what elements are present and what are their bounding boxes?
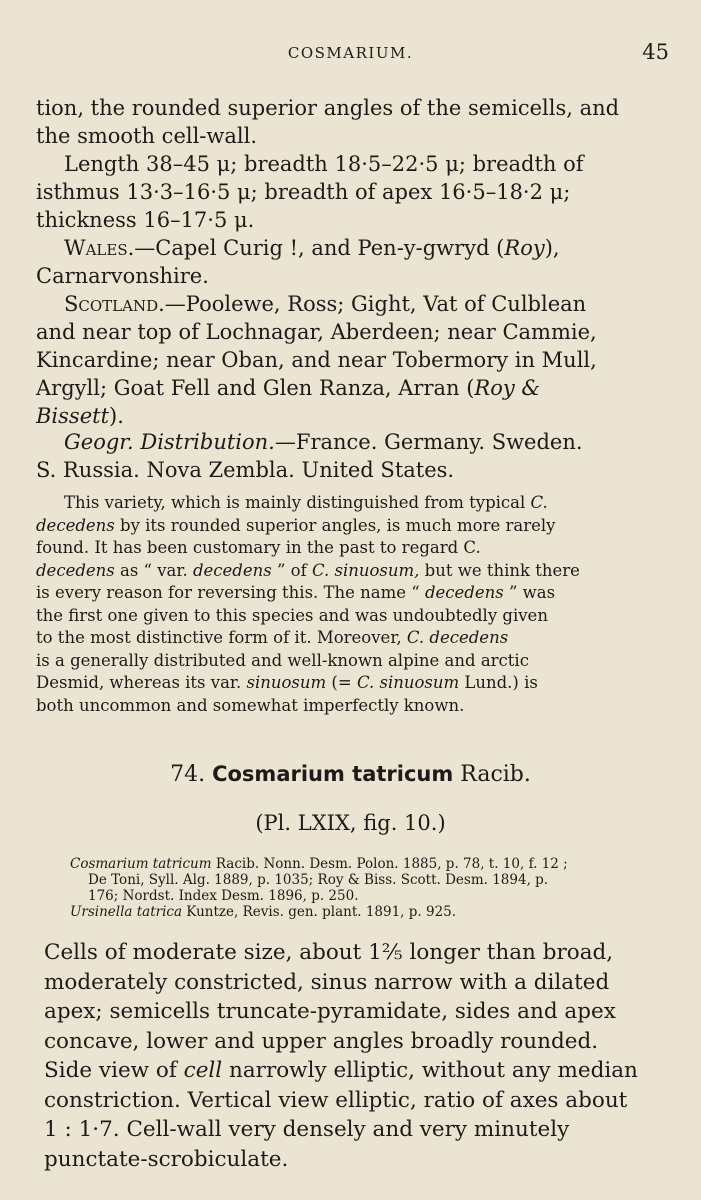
text-span: This variety, which is mainly distinguished from typical <box>64 493 531 512</box>
text-line <box>36 290 671 318</box>
text-span: Kuntze, Revis. gen. plant. 1891, p. 925. <box>182 904 457 920</box>
text-line <box>70 904 680 920</box>
running-header: COSMARIUM. <box>287 44 414 62</box>
taxon-name: C. decedens <box>406 628 509 647</box>
text-line <box>36 627 671 650</box>
text-line: and near top of Lochnagar, Aberdeen; near Cammie, <box>36 320 597 344</box>
text-line <box>36 402 671 430</box>
text-line: Cells of moderate size, about 1⅖ longer than broad, <box>44 940 614 965</box>
taxon-name: C. sinuosum <box>356 673 460 692</box>
text-line: is a generally distributed and well-known alpine and arctic <box>36 650 529 670</box>
text-span: ” of <box>271 560 312 580</box>
text-line: the first one given to this species and was undoubtedly given <box>36 605 548 625</box>
text-span: narrowly elliptic, without any median <box>222 1058 638 1083</box>
text-span: is every reason for reversing this. The name “ <box>36 583 425 602</box>
text-line <box>36 492 671 515</box>
text-line: S. Russia. Nova Zembla. United States. <box>36 458 455 482</box>
text-line <box>70 856 680 872</box>
text-line: De Toni, Syll. Alg. 1889, p. 1035; Roy & Biss. Scott. Desm. 1894, p. <box>88 872 549 888</box>
text-span: (= <box>326 673 357 692</box>
text-line <box>36 515 671 538</box>
text-span: Lund.) is <box>459 673 538 692</box>
author-name: Roy <box>504 236 545 260</box>
taxon-name: sinuosum <box>246 673 327 692</box>
text-span: Racib. Nonn. Desm. Polon. 1885, p. 78, t. 10, f. 12 ; <box>211 856 568 872</box>
text-span: Desmid, whereas its var. <box>36 673 247 692</box>
region-label: Wales. <box>64 236 135 260</box>
text-span: ), <box>544 236 560 260</box>
text-line: 1 : 1·7. Cell-wall very densely and very minutely <box>44 1117 570 1142</box>
text-line <box>36 672 671 695</box>
text-span: —France. Germany. Sweden. <box>274 430 583 454</box>
region-label: Scotland. <box>64 292 165 316</box>
text-line: tion, the rounded superior angles of the semicells, and <box>36 96 620 120</box>
taxon-name: decedens <box>36 515 115 535</box>
species-number: 74. <box>170 762 206 787</box>
text-span: by its rounded superior angles, is much more rarely <box>114 515 556 535</box>
taxon-name: C. <box>530 493 548 512</box>
note-paragraph <box>36 492 671 717</box>
continued-paragraph <box>36 94 671 150</box>
text-line <box>44 1056 674 1086</box>
text-line: 176; Nordst. Index Desm. 1896, p. 250. <box>88 888 359 904</box>
author-name: Bissett <box>36 404 110 428</box>
text-span: cell <box>183 1058 223 1083</box>
taxon-name: Cosmarium tatricum <box>70 856 212 872</box>
taxon-name: Ursinella tatrica <box>70 904 183 920</box>
text-line: the smooth cell-wall. <box>36 124 258 148</box>
text-line: apex; semicells truncate-pyramidate, sides and apex <box>44 999 616 1024</box>
text-span: ). <box>109 404 124 428</box>
description-paragraph <box>44 938 674 1174</box>
species-heading <box>0 762 701 787</box>
text-line: isthmus 13·3–16·5 μ; breadth of apex 16·5–18·2 μ; <box>36 180 571 204</box>
taxon-name: C. sinuosum, <box>311 560 420 580</box>
text-line <box>36 582 671 605</box>
text-line <box>36 374 671 402</box>
measurements-paragraph <box>36 150 671 234</box>
text-line: found. It has been customary in the past to regard C. <box>36 538 481 557</box>
taxon-name: decedens <box>36 560 115 580</box>
text-line: Kincardine; near Oban, and near Tobermory in Mull, <box>36 348 597 372</box>
taxon-name: decedens <box>424 583 504 602</box>
text-line: both uncommon and somewhat imperfectly known. <box>36 695 465 715</box>
taxon-name: decedens <box>192 560 272 580</box>
text-span: —Capel Curig !, and Pen-y-gwryd ( <box>134 236 505 260</box>
author-name: Roy & <box>474 376 541 400</box>
section-label: Geogr. Distribution. <box>64 430 275 454</box>
species-name: Cosmarium tatricum <box>212 762 454 786</box>
synonymy-block <box>70 856 680 920</box>
text-line <box>36 428 671 456</box>
text-span: but we think there <box>419 560 580 580</box>
species-author: Racib. <box>460 762 531 787</box>
text-line: moderately constricted, sinus narrow with a dilated <box>44 969 610 995</box>
text-line: thickness 16–17·5 μ. <box>36 208 255 232</box>
text-span: as “ var. <box>114 560 193 580</box>
distribution-paragraph <box>36 428 671 484</box>
text-span: ” was <box>503 583 556 602</box>
text-line <box>36 560 671 583</box>
text-span: to the most distinctive form of it. Moreover, <box>36 628 407 647</box>
text-span: —Poolewe, Ross; Gight, Vat of Culblean <box>164 292 587 316</box>
wales-paragraph <box>36 234 671 290</box>
page-number: 45 <box>642 40 669 64</box>
text-span: Side view of <box>44 1058 184 1083</box>
text-line: Length 38–45 μ; breadth 18·5–22·5 μ; breadth of <box>64 152 584 176</box>
text-line: concave, lower and upper angles broadly rounded. <box>44 1028 599 1054</box>
text-line: constriction. Vertical view elliptic, ratio of axes about <box>44 1087 628 1113</box>
text-line: Carnarvonshire. <box>36 264 209 288</box>
text-span: Argyll; Goat Fell and Glen Ranza, Arran ( <box>36 376 475 400</box>
text-line <box>36 234 671 262</box>
text-line: punctate-scrobiculate. <box>44 1146 289 1172</box>
scotland-paragraph <box>36 290 671 430</box>
plate-reference: (Pl. LXIX, fig. 10.) <box>255 811 446 835</box>
